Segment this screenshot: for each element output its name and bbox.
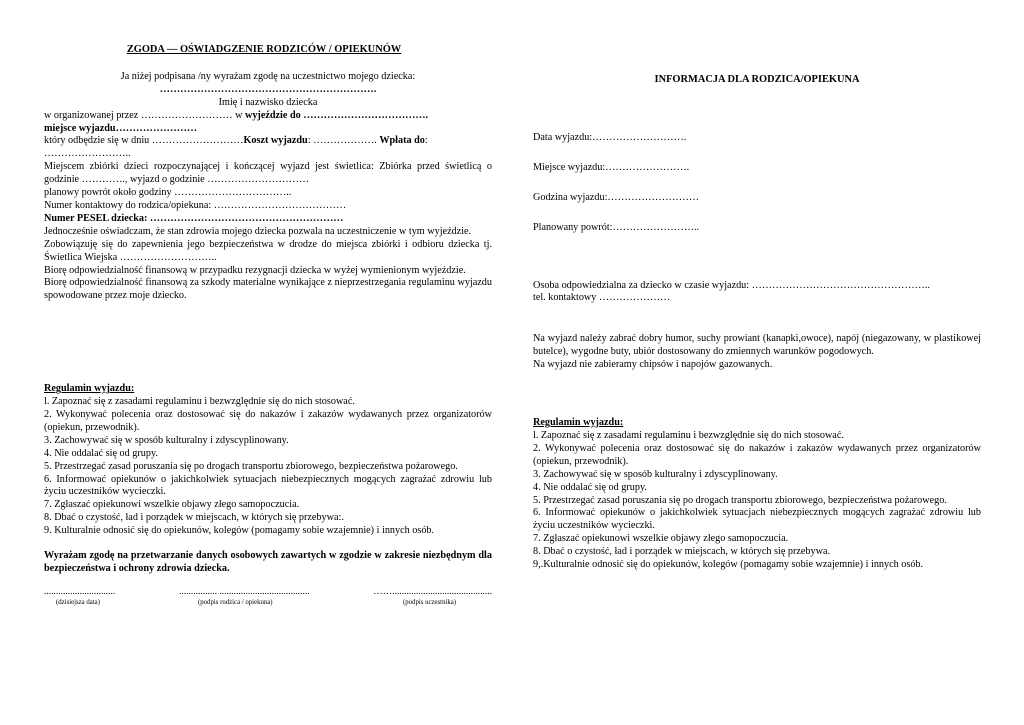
trip-destination: wyjeździe do ……………………………….	[244, 109, 429, 121]
data-consent: Wyrażam zgodę na przetwarzanie danych osobowych zawartych w zgodzie w zakresie niezbędnym dla bezpieczeństwa i ochrony zdrowia dziecka.	[44, 550, 492, 574]
rule-item: l. Zapoznać się z zasadami regulaminu i bezwzględnie się do nich stosować.	[44, 396, 355, 408]
rule-item: 6. Informować opiekunów o jakichkolwiek sytuacjach niebezpiecznych mogących zagrażać zdrowiu lub życiu uczestników wycieczki.	[533, 507, 981, 532]
cost-label: Koszt wyjazdu	[243, 135, 308, 147]
date-signature-line: ..............................	[44, 586, 116, 597]
rule-item: 2. Wykonywać polecenia oraz dostosować się do nakazów i zakazów wydawanych przez organizatorów (opiekun, przewodnik).	[533, 442, 981, 467]
participant-signature-label: (podpis uczestnika)	[403, 598, 457, 606]
info-title: INFORMACJA DLA RODZICA/OPIEKUNA	[654, 74, 860, 85]
departure-place: miejsce wyjazdu……………………	[44, 122, 198, 134]
date-cost-line	[44, 135, 492, 161]
pesel-number: Numer PESEL dziecka: …………………………………………………	[44, 212, 344, 224]
consent-form	[44, 44, 492, 607]
date-signature-label: (dzisiejsza data)	[56, 598, 100, 606]
intro-text: Ja niżej podpisana /ny wyrażam zgodę na uczestnictwo mojego dziecka:	[120, 70, 416, 82]
rule-item: 3. Zachowywać się w sposób kulturalny i zdyscyplinowany.	[533, 468, 778, 480]
payment-label: Wpłata do	[379, 135, 425, 147]
no-chips-note: Na wyjazd nie zabieramy chipsów i napojów gazowanych.	[533, 359, 773, 371]
rule-item: 9. Kulturalnie odnosić się do opiekunów, kolegów (pomagamy sobie wzajemnie) i innych osób.	[44, 525, 435, 537]
departure-date: Data wyjazdu:……………………….	[533, 131, 687, 143]
rule-item: 5. Przestrzegać zasad poruszania się po drogach transportu zbiorowego, bezpieczeństwa pożarowego.	[533, 494, 947, 506]
organizer-line	[44, 110, 492, 123]
contact-phone: tel. kontaktowy …………………	[533, 292, 671, 304]
parent-contact: Numer kontaktowy do rodzica/opiekuna: …………………………………	[44, 199, 347, 211]
rule-item: 4. Nie oddalać się od grupy.	[533, 481, 647, 493]
health-statement: Jednocześnie oświadczam, że stan zdrowia mojego dziecka pozwala na uczestniczenie w tym wyjeździe.	[44, 225, 472, 237]
rule-item: 3. Zachowywać się w sposób kulturalny i zdyscyplinowany.	[44, 434, 289, 446]
signature-labels	[44, 599, 492, 607]
rule-item: 7. Zgłaszać opiekunowi wszelkie objawy złego samopoczucia.	[44, 499, 300, 511]
rule-item: 6. Informować opiekunów o jakichkolwiek sytuacjach niebezpiecznych mogących zagrażać zdrowiu lub życiu uczestników wycieczki.	[44, 473, 492, 498]
rules-title: Regulamin wyjazdu:	[44, 383, 135, 395]
packing-info: Na wyjazd należy zabrać dobry humor, suchy prowiant (kanapki,owoce), napój (niegazowany, w plastikowej butelce), wygodne buty, ubiór dostosowany do zmiennych warunków pogodowych.	[533, 333, 981, 358]
rule-item: 5. Przestrzegać zasad poruszania się po drogach transportu zbiorowego, bezpieczeństwa pożarowego.	[44, 460, 458, 472]
departure-hour: Godzina wyjazdu:………………………	[533, 191, 700, 203]
parent-signature-line: ................ ......................................	[178, 586, 310, 597]
organizer-text: w organizowanej przez ……………………… w	[44, 109, 245, 121]
rule-item: 7. Zgłaszać opiekunowi wszelkie objawy złego samopoczucia.	[533, 533, 789, 545]
rule-item: 8. Dbać o czystość, ład i porządek w miejscach, w których się przebywa.	[533, 546, 831, 558]
financial-damages: Biorę odpowiedzialność finansową za szkody materialne wynikające z nieprzestrzegania regulaminu wyjazdu spowodowane przez moje dziecko.	[44, 277, 492, 302]
participant-signature-line: ……..........................................	[373, 586, 492, 597]
meeting-point: Miejscem zbiórki dzieci rozpoczynającej i kończącej wyjazd jest świetlica: Zbiórka przed świetlicą o godzinie …………., wyjazd o godzinie …………………………	[44, 161, 492, 186]
rule-item: 4. Nie oddalać się od grupy.	[44, 447, 158, 459]
parent-signature-label: (podpis rodzica / opiekuna)	[198, 598, 273, 606]
responsible-person: Osoba odpowiedzialna za dziecko w czasie wyjazdu: ……………………………………………..	[533, 279, 930, 291]
child-name-label: Imię i nazwisko dziecka	[218, 96, 318, 108]
return-time: planowy powrót około godziny ……………………………..	[44, 187, 292, 199]
child-name-field: ……………………………………………………….	[159, 83, 377, 95]
payment-value: : ……………………..	[44, 135, 428, 160]
rules-title: Regulamin wyjazdu:	[533, 417, 624, 429]
consent-title: ZGODA — OŚWIADGZENIE RODZICÓW / OPIEKUNÓW	[126, 44, 402, 55]
rule-item: l. Zapoznać się z zasadami regulaminu i bezwzględnie się do nich stosować.	[533, 429, 844, 441]
parent-information	[533, 74, 981, 572]
rule-item: 8. Dbać o czystość, ład i porządek w miejscach, w których się przebywa:.	[44, 512, 344, 524]
financial-resignation: Biorę odpowiedzialność finansową w przypadku rezygnacji dziecka w wyżej wymienionym wyjeździe.	[44, 264, 466, 276]
rule-item: 9,.Kulturalnie odnosić się do opiekunów, kolegów (pomagamy sobie wzajemnie) i innych osób.	[533, 559, 924, 571]
trip-day: który odbędzie się w dniu ………………………	[44, 135, 244, 147]
planned-return: Planowany powrót:……………………..	[533, 221, 700, 233]
rule-item: 2. Wykonywać polecenia oraz dostosować się do nakazów i zakazów wydawanych przez organizatorów (opiekun, przewodnik).	[44, 409, 492, 433]
safety-statement: Zobowiązuję się do zapewnienia jego bezpieczeństwa w drodze do miejsca zbiórki i odbioru dziecka tj. Świetlica Wiejska ………………………..	[44, 238, 492, 263]
departure-place: Miejsce wyjazdu:…………………….	[533, 161, 690, 173]
signature-row	[44, 586, 492, 599]
cost-value: : ……………….	[307, 135, 380, 147]
